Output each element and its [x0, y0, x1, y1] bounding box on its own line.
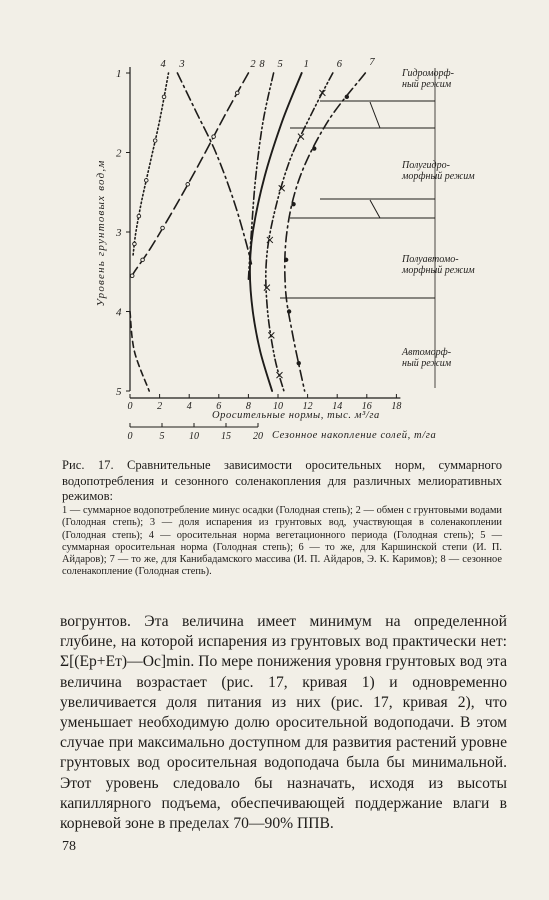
regime-line [370, 102, 380, 128]
curve-4-marker [137, 214, 141, 218]
x2-tick-label: 10 [189, 431, 199, 442]
x-tick-label: 10 [273, 401, 283, 412]
x-tick-label: 8 [245, 401, 251, 412]
curve-4-marker [162, 95, 166, 99]
curve-8 [130, 312, 149, 392]
y-tick-label: 2 [116, 147, 122, 160]
x2-tick-label: 15 [221, 431, 231, 442]
regime-label: Автоморф-ный режим [402, 347, 452, 369]
curve-6-marker [268, 332, 274, 338]
curve-4-marker [133, 242, 137, 246]
curve-7-marker [345, 95, 349, 99]
y-tick-label: 4 [116, 306, 122, 319]
curve-5 [248, 73, 273, 280]
curve-2-marker [141, 258, 145, 262]
y-tick-label: 5 [116, 386, 122, 398]
x2-tick-label: 5 [159, 431, 165, 442]
regime-line [370, 200, 380, 218]
curve-6-marker [276, 372, 282, 378]
curve-6 [266, 73, 333, 391]
curve-2-marker [212, 135, 216, 139]
curve-label-4: 4 [160, 59, 166, 70]
x2-tick-label: 0 [127, 431, 133, 442]
x-tick-label: 2 [157, 401, 163, 412]
curve-2-marker [130, 274, 134, 278]
chart-markers [130, 90, 349, 378]
curve-6-marker [319, 90, 325, 96]
figure-legend: 1 — суммарное водопотребление минус осадки (Голодная степь); 2 — обмен с грунтовыми водами (Голодная степь); 3 — доля испарения из грунтовых вод, участвующая в соленакоплении (Голодная степь); 4 — оросительная норма вегетационного периода (Голодная степь); 5 — суммарная оросительная норма (Голодная степь); 6 — то же, для Каршинской степи (И. П. Айдаров); 7 — то же, для Канибадамского массива (И. П. Айдаров, Э. К. Каримов); 8 — сезонное соленакопление (Голодная степь). [62, 505, 502, 578]
curve-2-marker [236, 91, 240, 95]
curve-6-marker [298, 134, 304, 140]
curve-7 [285, 73, 366, 391]
x-tick-label: 16 [361, 401, 372, 412]
x-tick-label: 6 [216, 401, 222, 412]
curve-7-marker [312, 146, 316, 150]
regime-label: Полугидро-морфный режим [402, 160, 475, 182]
curve-label-7: 7 [369, 57, 375, 68]
curve-4-marker [144, 179, 148, 183]
curve-7-marker [287, 309, 291, 313]
curve-label-1: 1 [303, 59, 309, 70]
body-paragraph: вогрунтов. Эта величина имеет минимум на определенной глубине, на которой испарения из грунтовых вод практически нет: Σ[(Eр+Eт)—Oc]min. По мере понижения уровня грунтовых вод эта величина возрастает (рис. 17, кривая 1) и одновременно увеличивается доля питания из них (рис. 17, кривая 2), что уменьшает необходимую долю оросительной водоподачи. В этом случае при максимально доступном для развития растений уровне грунтовых вод оросительная водоподача была бы минимальной. Этот уровень следовало бы назначать, исходя из высоты капиллярного подъема, обеспечивающей поддержание влаги в корневой зоне в пределах 70—90% ППВ. [60, 613, 507, 833]
page-number: 78 [62, 839, 76, 854]
chart-labels [160, 57, 475, 369]
regime-label: Гидроморф-ный режим [402, 68, 454, 90]
body-text [60, 612, 507, 834]
curve-6-marker [267, 237, 273, 243]
curve-7-marker [291, 202, 295, 206]
curve-3 [177, 73, 251, 264]
y-tick-label: 3 [116, 227, 122, 239]
curve-6-marker [264, 285, 270, 291]
curve-7-marker [284, 258, 288, 262]
x-tick-label: 4 [186, 401, 192, 412]
y-tick-label: 1 [116, 68, 122, 80]
regime-label: Полуавтомо-морфный режим [402, 254, 475, 276]
curve-label-2: 2 [250, 59, 256, 70]
curve-label-3: 3 [179, 59, 185, 70]
curve-label-6: 6 [336, 59, 343, 70]
x2-tick-label: 20 [253, 431, 263, 442]
curve-4-marker [153, 139, 157, 143]
figure-caption: Рис. 17. Сравнительные зависимости оросительных норм, суммарного водопотребления и сезонного соленакопления для различных мелиоративных режимов: [62, 458, 502, 503]
curve-label-5: 5 [277, 59, 283, 70]
x-tick-label: 12 [302, 401, 313, 412]
curve-2-marker [161, 226, 165, 230]
x2-axis-label: Сезонное накопление солей, т/га [272, 430, 437, 441]
x-tick-label: 18 [391, 401, 402, 412]
curve-1 [250, 73, 302, 391]
x-tick-label: 0 [127, 401, 133, 412]
y-axis-label: Уровень грунтовых вод,м [95, 159, 107, 307]
curve-2-marker [186, 183, 190, 187]
x-tick-label: 14 [332, 401, 343, 412]
curve-7-marker [297, 361, 301, 365]
curve-label-8: 8 [259, 59, 265, 70]
chart-curves [130, 73, 365, 391]
x-axis-label: Оросительные нормы, тыс. м³/га [212, 410, 380, 421]
regime-partitions [280, 68, 435, 388]
